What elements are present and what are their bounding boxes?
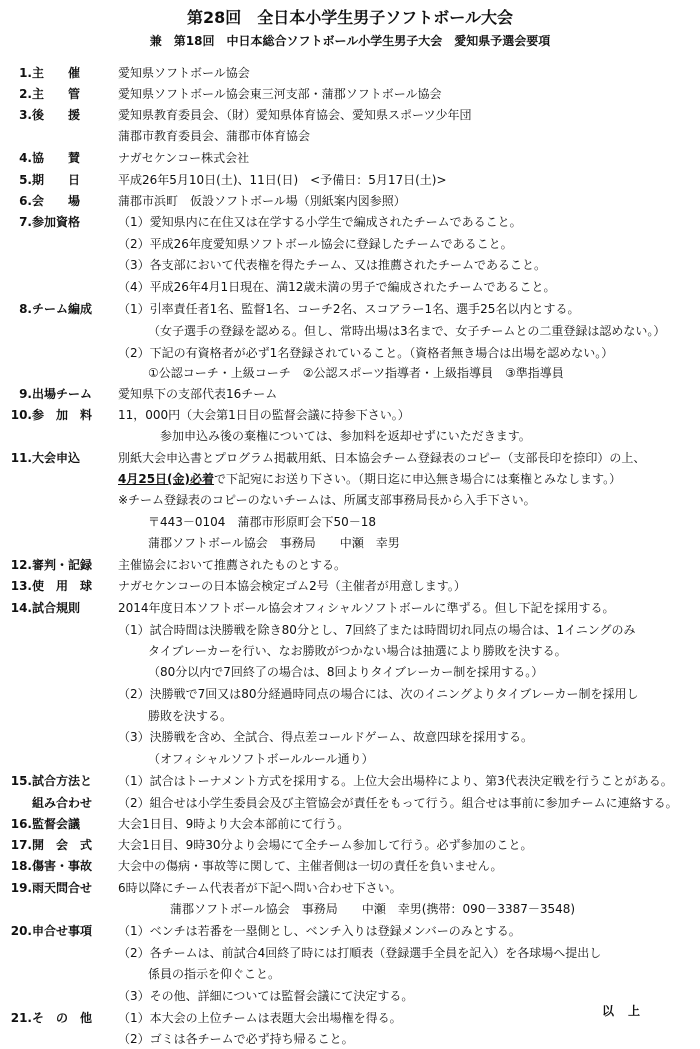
item-number: 18. xyxy=(10,859,32,873)
item-text: （3）決勝戦を含め、全試合、得点差コールドゲーム、故意四球を採用する。 xyxy=(118,730,534,744)
item-number: 4. xyxy=(19,151,32,165)
guideline-line xyxy=(0,533,700,553)
guideline-line xyxy=(0,986,700,1006)
guideline-line xyxy=(0,384,700,404)
item-label: 期 日 xyxy=(32,173,81,187)
item-number: 2. xyxy=(19,87,32,101)
item-number: 19. xyxy=(10,881,32,895)
item-label: 開 会 式 xyxy=(32,838,93,852)
item-text: （3）各支部において代表権を得たチーム、又は推薦されたチームであること。 xyxy=(118,258,546,272)
guideline-line xyxy=(0,448,700,468)
item-text: 大会中の傷病・事故等に関して、主催者側は一切の責任を負いません。 xyxy=(118,859,503,873)
item-number: 7. xyxy=(19,215,32,229)
guideline-line xyxy=(0,212,700,232)
guideline-line xyxy=(0,1029,700,1049)
item-number: 21. xyxy=(10,1011,32,1025)
guideline-line xyxy=(0,964,700,984)
item-text: （1）本大会の上位チームは表題大会出場権を得る。 xyxy=(118,1011,402,1025)
closing-remark: 以上 xyxy=(602,1004,655,1018)
guideline-line xyxy=(0,363,700,383)
guideline-line xyxy=(0,512,700,532)
item-text: 大会1日目、9時より大会本部前にて行う。 xyxy=(118,817,350,831)
item-text: 蒲郡ソフトボール協会 事務局 中瀬 幸男 xyxy=(148,536,400,550)
item-text: （2）決勝戦で7回又は80分経過時同点の場合には、次のイニングよりタイブレーカー制を採用し xyxy=(118,687,639,701)
guideline-line xyxy=(0,771,700,791)
guideline-line xyxy=(0,191,700,211)
item-number: 1. xyxy=(19,66,32,80)
item-text: （2）ゴミは各チームで必ず持ち帰ること。 xyxy=(118,1032,354,1046)
item-text: 蒲郡ソフトボール協会 事務局 中瀬 幸男(携帯：090－3387－3548) xyxy=(170,902,576,916)
item-text: （4）平成26年4月1日現在、満12歳未満の男子で編成されたチームであること。 xyxy=(118,280,556,294)
item-label: 出場チーム xyxy=(32,387,93,401)
guideline-line xyxy=(0,684,700,704)
guideline-line xyxy=(0,878,700,898)
item-number: 8. xyxy=(19,302,32,316)
guideline-line xyxy=(0,856,700,876)
guideline-line xyxy=(0,620,700,640)
item-text: ※チーム登録表のコピーのないチームは、所属支部事務局長から入手下さい。 xyxy=(118,493,536,507)
document-subtitle: 兼 第18回 中日本総合ソフトボール小学生男子大会 愛知県予選会要項 xyxy=(149,34,551,48)
item-label: 大会申込 xyxy=(32,451,81,465)
item-text: （1）試合時間は決勝戦を除き80分とし、7回終了または時間切れ同点の場合は、1イニングのみ xyxy=(118,623,636,637)
item-text: タイブレーカーを行い、なお勝敗がつかない場合は抽選により勝敗を決する。 xyxy=(148,644,567,658)
document-title: 第28回 全日本小学生男子ソフトボール大会 xyxy=(187,8,513,27)
item-label: 参加資格 xyxy=(32,215,81,229)
item-text: 愛知県ソフトボール協会 xyxy=(118,66,250,80)
guideline-line xyxy=(0,641,700,661)
guideline-line xyxy=(0,321,700,341)
item-text: （2）平成26年度愛知県ソフトボール協会に登録したチームであること。 xyxy=(118,237,513,251)
item-text: 大会1日目、9時30分より会場にて全チーム参加して行う。必ず参加のこと。 xyxy=(118,838,533,852)
guideline-line xyxy=(0,727,700,747)
item-number: 13. xyxy=(10,579,32,593)
item-number: 16. xyxy=(10,817,32,831)
guideline-line xyxy=(0,343,700,363)
item-text: （3）その他、詳細については監督会議にて決定する。 xyxy=(118,989,414,1003)
guideline-line xyxy=(0,126,700,146)
guideline-line xyxy=(0,793,700,813)
item-text: （2）各チームは、前試合4回終了時には打順表（登録選手全員を記入）を各球場へ提出し xyxy=(118,946,602,960)
item-number: 10. xyxy=(10,408,32,422)
item-label: 傷害・事故 xyxy=(32,859,93,873)
item-text: ナガセケンコーの日本協会検定ゴム2号（主催者が用意します。） xyxy=(118,579,466,593)
guideline-line xyxy=(0,255,700,275)
item-label: 協 賛 xyxy=(32,151,81,165)
item-text: ナガセケンコー株式会社 xyxy=(118,151,250,165)
item-number: 5. xyxy=(19,173,32,187)
guideline-line xyxy=(0,277,700,297)
item-label: 使 用 球 xyxy=(32,579,93,593)
guideline-line xyxy=(0,490,700,510)
item-label: 主 催 xyxy=(32,66,81,80)
guideline-line xyxy=(0,749,700,769)
item-text: 2014年度日本ソフトボール協会オフィシャルソフトボールに準ずる。但し下記を採用する。 xyxy=(118,601,615,615)
deadline-instruction: で下記宛にお送り下さい。 xyxy=(214,472,359,486)
item-text: ①公認コーチ・上級コーチ ②公認スポーツ指導者・上級指導員 ③準指導員 xyxy=(148,366,564,380)
guideline-line xyxy=(0,426,700,446)
item-label: 雨天問合せ xyxy=(32,881,93,895)
guideline-line xyxy=(0,234,700,254)
item-text: 参加申込み後の棄権については、参加料を返却せずにいただきます。 xyxy=(160,429,531,443)
item-text: （1）試合はトーナメント方式を採用する。上位大会出場枠により、第3代表決定戦を行うことがある。 xyxy=(118,774,673,788)
item-text: （2）下記の有資格者が必ず1名登録されていること。（資格者無き場合は出場を認めない。） xyxy=(118,346,614,360)
guideline-line xyxy=(0,105,700,125)
item-label: そ の 他 xyxy=(32,1011,93,1025)
item-text: 係員の指示を仰ぐこと。 xyxy=(148,967,281,981)
item-text: （80分以内で7回終了の場合は、8回よりタイブレーカー制を採用する。） xyxy=(148,665,544,679)
item-text: 6時以降にチーム代表者が下記へ問い合わせ下さい。 xyxy=(118,881,402,895)
item-text: （1）ベンチは若番を一塁側とし、ベンチ入りは登録メンバーのみとする。 xyxy=(118,924,521,938)
guideline-line xyxy=(0,148,700,168)
item-text: 愛知県教育委員会、（財）愛知県体育協会、愛知県スポーツ少年団 xyxy=(118,108,472,122)
guideline-line xyxy=(0,576,700,596)
item-label: チーム編成 xyxy=(32,302,93,316)
item-label: 後 援 xyxy=(32,108,81,122)
item-label: 組み合わせ xyxy=(32,796,93,810)
guideline-line xyxy=(0,706,700,726)
guideline-line xyxy=(0,555,700,575)
item-text: 〒443－0104 蒲郡市形原町会下50－18 xyxy=(148,515,376,529)
guideline-line xyxy=(0,170,700,190)
item-number: 9. xyxy=(19,387,32,401)
item-text: （1）引率責任者1名、監督1名、コーチ2名、スコアラー1名、選手25名以内とする。 xyxy=(118,302,580,316)
guideline-line xyxy=(0,814,700,834)
guideline-line xyxy=(0,835,700,855)
deadline-note: （期日迄に申込無き場合には棄権とみなします。） xyxy=(358,472,622,486)
item-number: 14. xyxy=(10,601,32,615)
item-label: 試合規則 xyxy=(32,601,81,615)
guideline-line xyxy=(0,598,700,618)
item-text: 蒲郡市浜町 仮設ソフトボール場（別紙案内図参照） xyxy=(118,194,406,208)
guideline-line xyxy=(0,63,700,83)
guideline-line xyxy=(0,662,700,682)
item-number: 20. xyxy=(10,924,32,938)
item-text: （オフィシャルソフトボールルール通り） xyxy=(148,752,374,766)
item-label: 参 加 料 xyxy=(32,408,93,422)
item-number: 12. xyxy=(10,558,32,572)
item-text: （2）組合せは小学生委員会及び主管協会が責任をもって行う。組合せは事前に参加チームに連絡する。 xyxy=(118,796,678,810)
item-number: 11. xyxy=(10,451,32,465)
item-text: 平成26年5月10日(土)、11日(日) <予備日：5月17日(土)> xyxy=(118,173,447,187)
item-text: 愛知県下の支部代表16チーム xyxy=(118,387,278,401)
item-text: 蒲郡市教育委員会、蒲郡市体育協会 xyxy=(118,129,311,143)
guideline-line xyxy=(0,469,700,489)
item-label: 試合方法と xyxy=(32,774,93,788)
item-number: 15. xyxy=(10,774,32,788)
guideline-line xyxy=(0,1008,700,1028)
item-label: 主 管 xyxy=(32,87,81,101)
item-number: 3. xyxy=(19,108,32,122)
guideline-line xyxy=(0,84,700,104)
item-label: 監督会議 xyxy=(32,817,81,831)
item-label: 会 場 xyxy=(32,194,81,208)
guideline-line xyxy=(0,943,700,963)
guideline-line xyxy=(0,921,700,941)
item-label: 審判・記録 xyxy=(32,558,93,572)
guideline-line xyxy=(0,299,700,319)
guideline-line xyxy=(0,899,700,919)
item-text: （1）愛知県内に在住又は在学する小学生で編成されたチームであること。 xyxy=(118,215,522,229)
guideline-line xyxy=(0,405,700,425)
item-number: 17. xyxy=(10,838,32,852)
item-number: 6. xyxy=(19,194,32,208)
item-text: 愛知県ソフトボール協会東三河支部・蒲郡ソフトボール協会 xyxy=(118,87,442,101)
item-text: 主催協会において推薦されたものとする。 xyxy=(118,558,347,572)
item-text: （女子選手の登録を認める。但し、常時出場は3名まで、女子チームとの二重登録は認めない。） xyxy=(148,324,666,338)
item-text xyxy=(118,469,621,489)
item-label: 申合せ事項 xyxy=(32,924,93,938)
item-text: 11，000円（大会第1日目の監督会議に持参下さい。） xyxy=(118,408,410,422)
item-text: 勝敗を決する。 xyxy=(148,709,233,723)
deadline-date: 4月25日(金)必着 xyxy=(118,472,215,486)
item-text: 別紙大会申込書とプログラム掲載用紙、日本協会チーム登録表のコピー（支部長印を捺印）の上、 xyxy=(118,451,646,465)
